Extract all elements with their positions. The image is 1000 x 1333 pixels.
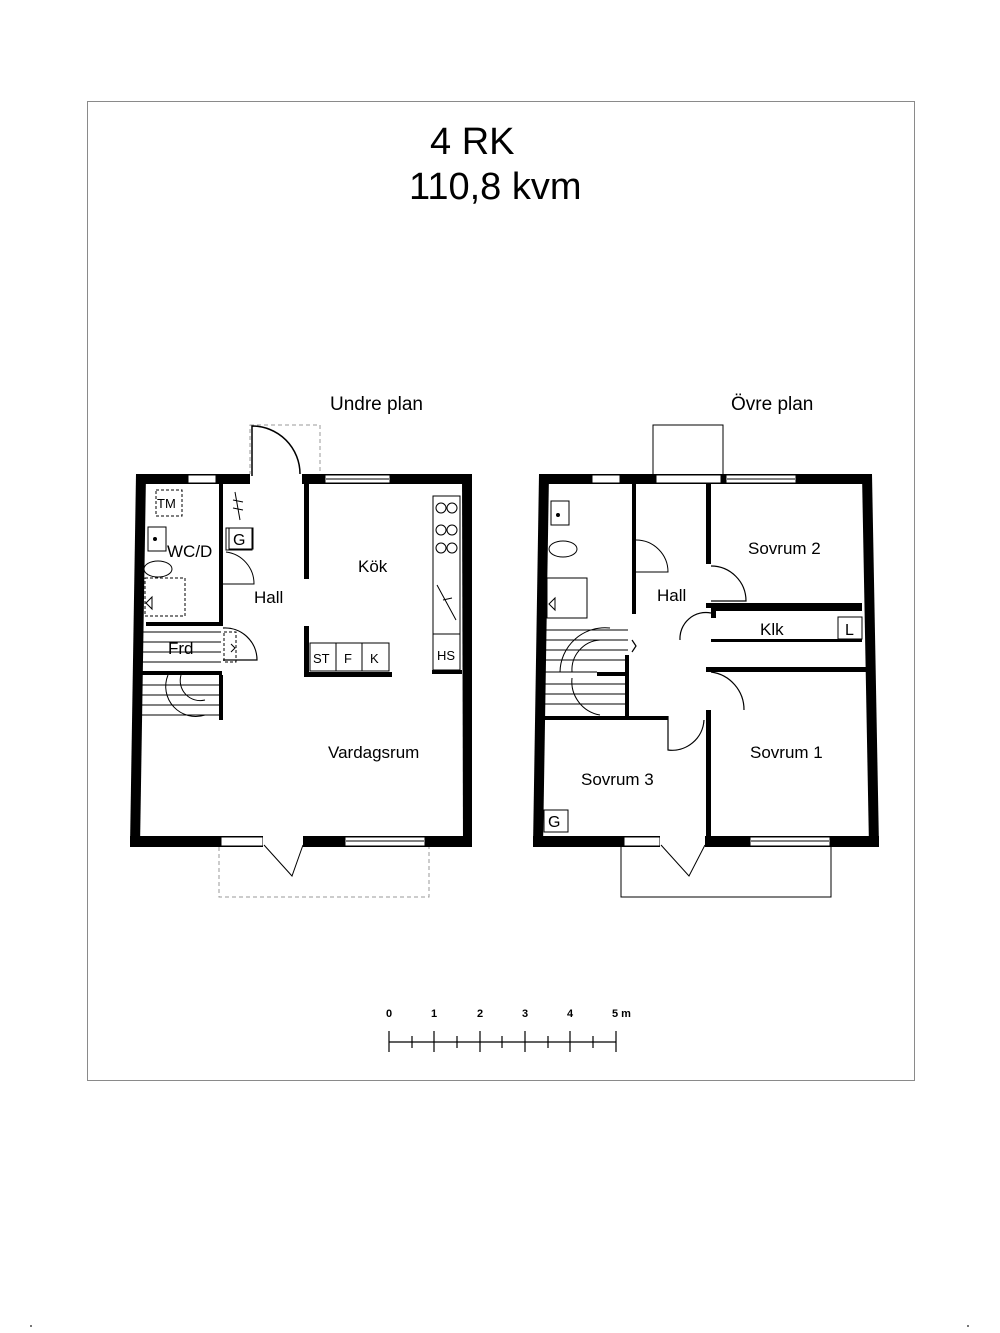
tm-label: TM	[157, 496, 176, 511]
apartment-area: 110,8 kvm	[409, 166, 582, 208]
f-label: F	[344, 651, 352, 666]
scale-tick-0: 0	[386, 1008, 393, 1020]
scale-tick-5: 5 m	[612, 1008, 631, 1020]
lower-plan-label: Undre plan	[330, 394, 423, 415]
corner-mark-left	[30, 1325, 32, 1327]
kok-label: Kök	[358, 557, 388, 576]
klk-label: Klk	[760, 620, 784, 639]
lower-g-label: G	[233, 532, 246, 549]
scale-tick-2: 2	[477, 1008, 484, 1020]
upper-plan-label: Övre plan	[731, 394, 814, 415]
upper-hall-label: Hall	[657, 586, 687, 605]
st-label: ST	[313, 651, 330, 666]
sovrum1-label: Sovrum 1	[750, 743, 823, 762]
vardagsrum-label: Vardagsrum	[328, 743, 420, 762]
apartment-type: 4 RK	[430, 121, 515, 163]
hs-label: HS	[437, 648, 456, 663]
upper-g-label: G	[548, 814, 561, 831]
lower-hall-label: Hall	[254, 588, 284, 607]
l-label: L	[845, 622, 854, 639]
scale-tick-3: 3	[522, 1008, 529, 1020]
scale-tick-1: 1	[431, 1008, 438, 1020]
k-label: K	[370, 651, 379, 666]
frd-label: Frd	[168, 639, 194, 658]
scale-tick-4: 4	[567, 1008, 574, 1020]
sovrum2-label: Sovrum 2	[748, 539, 821, 558]
wc-label: WC/D	[167, 542, 213, 561]
sovrum3-label: Sovrum 3	[581, 770, 654, 789]
corner-mark-right	[967, 1325, 969, 1327]
